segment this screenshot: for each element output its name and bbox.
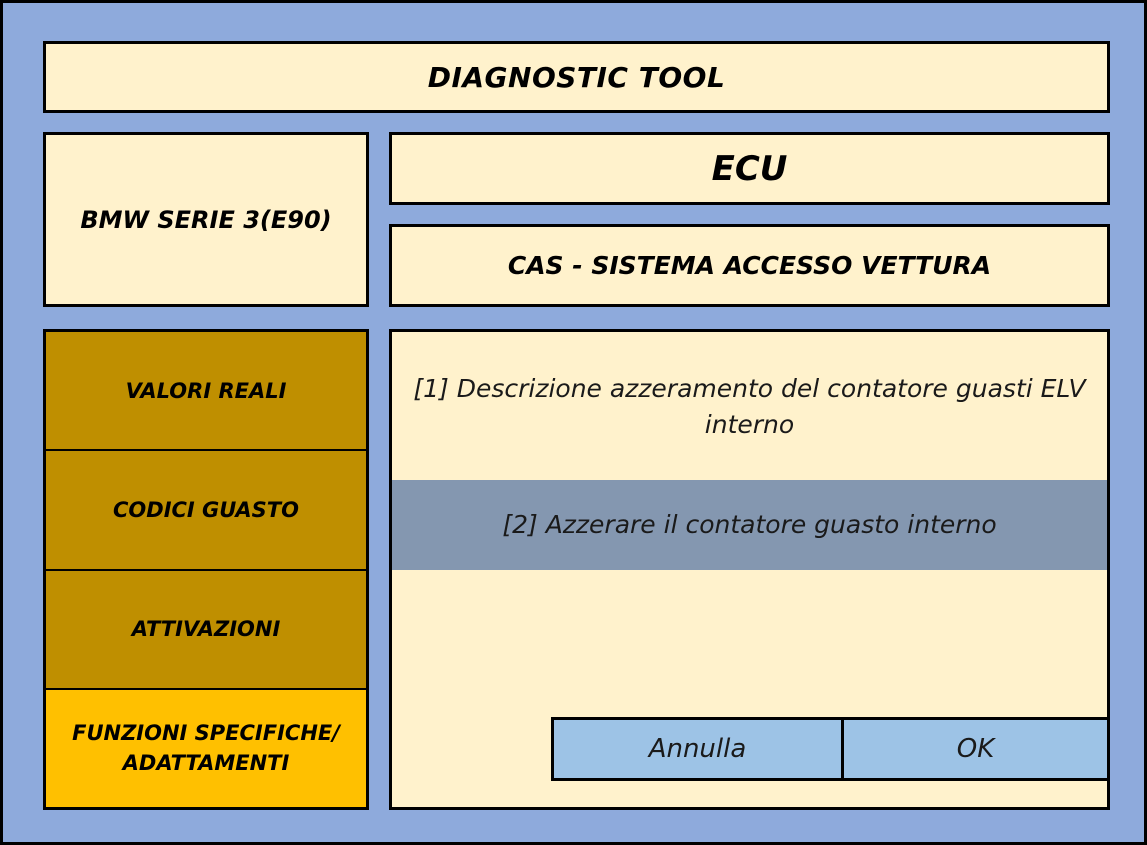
menu-item-attivazioni[interactable]: ATTIVAZIONI: [46, 571, 366, 688]
option-descrizione-azzeramento[interactable]: [1] Descrizione azzeramento del contatore guasti ELV interno: [413, 374, 1086, 439]
ecu-module-name: CAS - SISTEMA ACCESSO VETTURA: [389, 224, 1110, 307]
content-panel: [389, 329, 1110, 810]
vehicle-name: BMW SERIE 3(E90): [43, 132, 369, 307]
cancel-button[interactable]: Annulla: [554, 720, 841, 778]
function-menu: [43, 329, 369, 810]
menu-item-codici-guasto[interactable]: CODICI GUASTO: [46, 451, 366, 568]
menu-item-valori-reali[interactable]: VALORI REALI: [46, 332, 366, 449]
menu-item-funzioni-specifiche[interactable]: FUNZIONI SPECIFICHE/ ADATTAMENTI: [46, 690, 366, 807]
option-azzerare-contatore[interactable]: [2] Azzerare il contatore guasto interno: [392, 480, 1107, 570]
ok-button[interactable]: OK: [844, 720, 1107, 778]
ecu-label: ECU: [389, 132, 1110, 205]
app-title: DIAGNOSTIC TOOL: [43, 41, 1110, 113]
dialog-button-bar: [551, 717, 1110, 781]
